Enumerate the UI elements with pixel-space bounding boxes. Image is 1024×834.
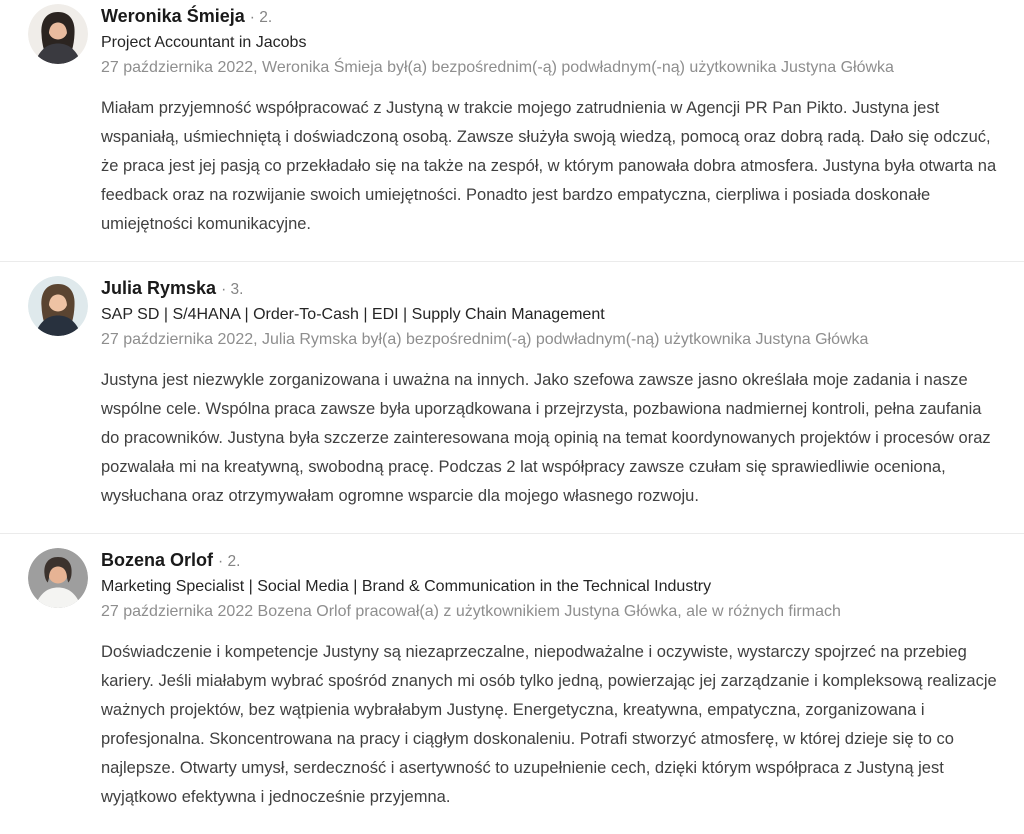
recommendation-relationship: 27 października 2022, Julia Rymska był(a) bezpośrednim(-ą) podwładnym(-ną) użytkownika Justyna Główka <box>101 331 869 348</box>
recommender-info <box>101 276 868 350</box>
recommendation-card <box>0 262 1024 534</box>
connection-degree: · 3. <box>221 281 244 298</box>
connection-degree: · 2. <box>218 553 241 570</box>
recommendation-text: Miałam przyjemność współpracować z Justyną w trakcie mojego zatrudnienia w Agencji PR Pan Pikto. Justyna jest wspaniałą, uśmiechniętą i doświadczoną osobą. Zawsze służyła swoją wiedzą, pomocą oraz dobrą radą. Dało się odczuć, że praca jest jej pasją co przekładało się na także na zespół, w którym panowała dobra atmosfera. Justyna była otwarta na feedback oraz na rozwijanie swoich umiejętności. Ponadto jest bardzo empatyczna, cierpliwa i posiada doskonałe umiejętności komunikacyjne. <box>101 99 997 233</box>
avatar[interactable] <box>28 276 88 336</box>
name-row <box>101 549 841 573</box>
recommender-name[interactable]: Bozena Orlof <box>101 550 214 570</box>
recommender-headline: Project Accountant in Jacobs <box>101 34 307 51</box>
recommendation-text: Doświadczenie i kompetencje Justyny są niezaprzeczalne, niepodważalne i oczywiste, wystarczy spojrzeć na przebieg kariery. Jeśli miałabym wybrać spośród znanych mi osób tylko jedną, powierzając jej zarządzanie i kompleksową realizacje ważnych projektów, bez wątpienia wybrałabym Justynę. Energetyczna, kreatywna, empatyczna, zorganizowana i profesjonalna. Skoncentrowana na pracy i ciągłym doskonaleniu. Potrafi stworzyć atmosferę, w której dzieje się to co najlepsze. Otwarty umysł, serdeczność i asertywność to uzupełnienie cech, dzięki którym współpraca z Justyną jest wyjątkowo efektywna i jednocześnie przyjemna. <box>101 643 997 806</box>
recommender-info <box>101 548 841 622</box>
avatar[interactable] <box>28 548 88 608</box>
recommendation-relationship: 27 października 2022 Bozena Orlof pracował(a) z użytkownikiem Justyna Główka, ale w różnych firmach <box>101 603 841 620</box>
avatar[interactable] <box>28 4 88 64</box>
connection-degree: · 2. <box>249 9 273 26</box>
recommender-headline: SAP SD | S/4HANA | Order-To-Cash | EDI | Supply Chain Management <box>101 306 605 323</box>
recommender-name[interactable]: Weronika Śmieja <box>101 6 245 26</box>
recommendation-relationship: 27 października 2022, Weronika Śmieja był(a) bezpośrednim(-ą) podwładnym(-ną) użytkownika Justyna Główka <box>101 59 894 76</box>
recommendation-card <box>0 534 1024 834</box>
recommendation-header <box>28 4 996 78</box>
recommendation-text: Justyna jest niezwykle zorganizowana i uważna na innych. Jako szefowa zawsze jasno określała moje zadania i nasze wspólne cele. Wspólna praca zawsze była uporządkowana i przejrzysta, pozbawiona nadmiernej kontroli, pełna zaufania do pracowników. Justyna była szczerze zainteresowana moją opinią na temat koordynowanych projektów i procesów oraz pozwalała mi na kreatywną, swobodną pracę. Podczas 2 lat współpracy zawsze czułam się sprawiedliwie oceniona, wysłuchana oraz otrzymywałam ogromne wsparcie dla mojego własnego rozwoju. <box>101 371 991 505</box>
recommendation-header <box>28 276 996 350</box>
name-row <box>101 5 894 29</box>
recommender-headline: Marketing Specialist | Social Media | Brand & Communication in the Technical Industry <box>101 578 712 595</box>
name-row <box>101 277 868 301</box>
recommender-info <box>101 4 894 78</box>
recommendation-header <box>28 548 996 622</box>
recommendation-card <box>0 0 1024 262</box>
recommender-name[interactable]: Julia Rymska <box>101 278 217 298</box>
